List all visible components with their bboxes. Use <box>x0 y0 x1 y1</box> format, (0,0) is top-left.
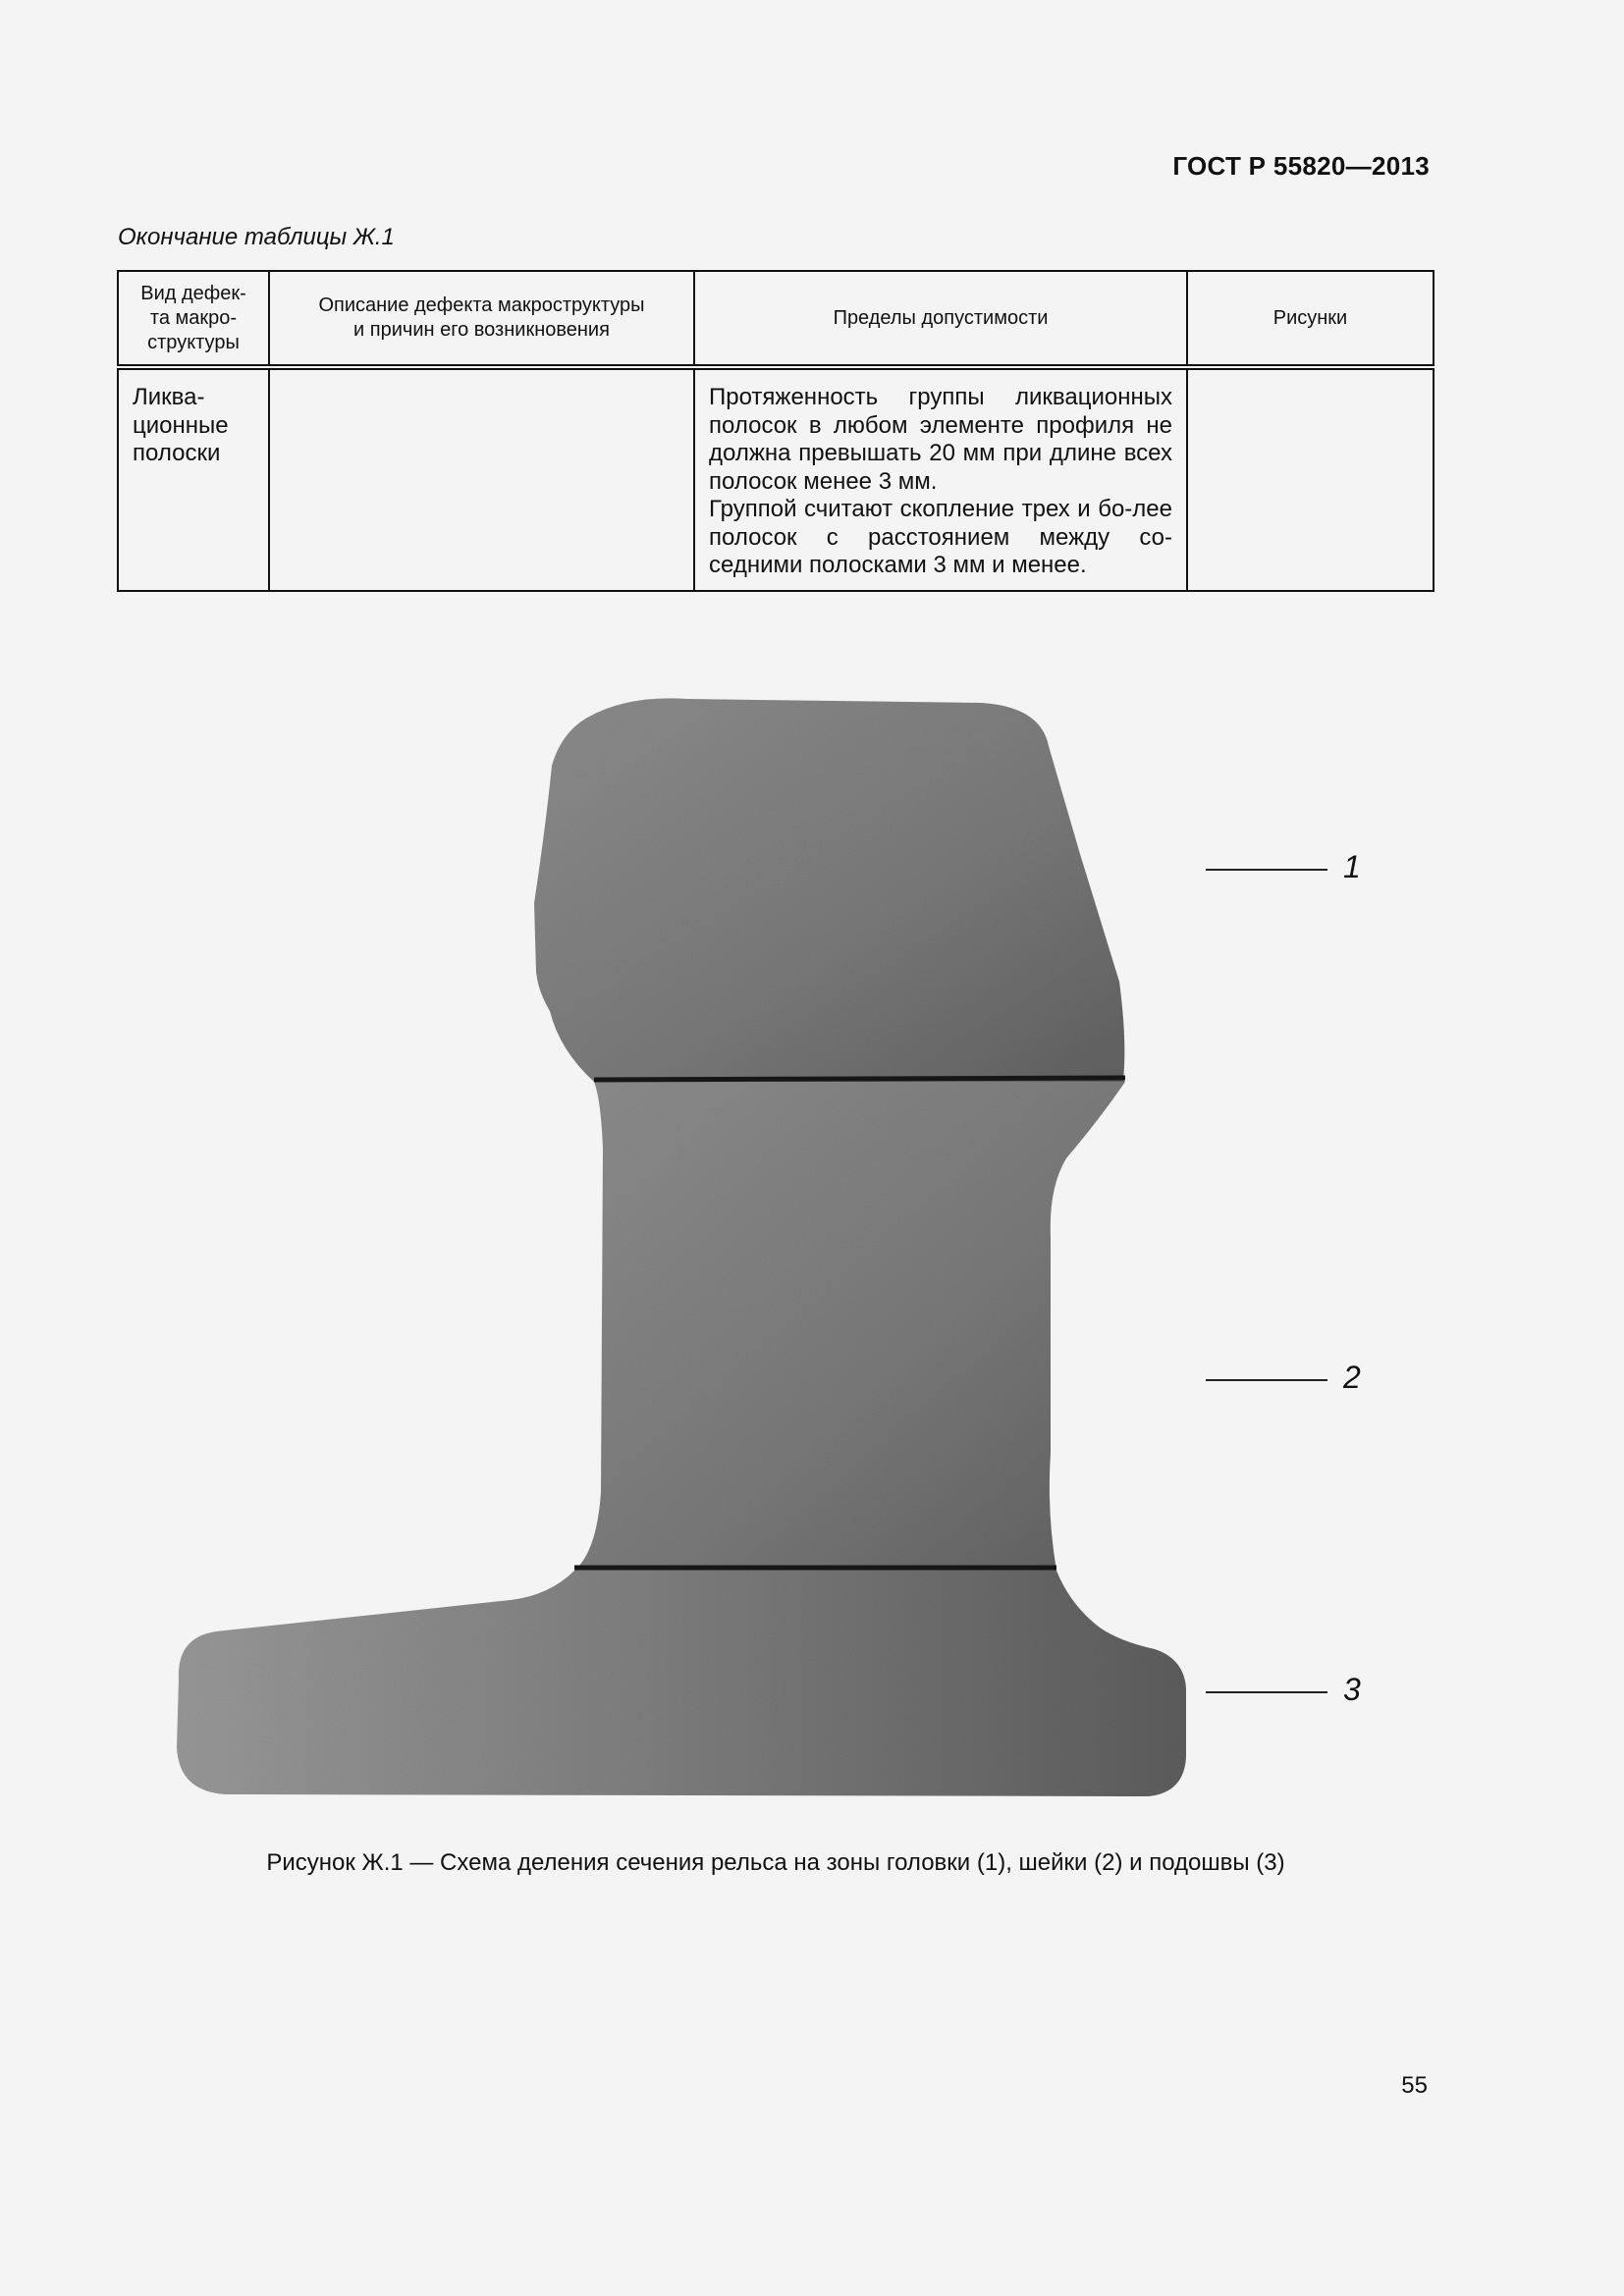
rail-head-shape <box>534 698 1125 1082</box>
limits-paragraph-1: Протяженность группы ликвационных полосок в любом элементе профиля не должна превышать 20 мм при длине всех полосок менее 3 мм. <box>709 384 1172 495</box>
callout-line-head <box>1206 869 1327 871</box>
table-caption: Окончание таблицы Ж.1 <box>118 224 395 250</box>
zone-divider-head-web <box>594 1078 1125 1080</box>
callout-number-web: 2 <box>1343 1360 1361 1395</box>
callout-number-foot: 3 <box>1343 1672 1361 1707</box>
table-header-row <box>118 271 1434 367</box>
defect-table <box>117 270 1435 592</box>
column-header-limits: Пределы допустимости <box>694 271 1187 367</box>
callout-line-foot <box>1206 1691 1327 1693</box>
page-number: 55 <box>1401 2072 1428 2099</box>
limits-paragraph-2: Группой считают скопление трех и бо-лее полосок с расстоянием между со-седними полосками 3 мм и менее. <box>709 496 1172 578</box>
callout-line-web <box>1206 1379 1327 1381</box>
cell-description <box>269 367 694 591</box>
callout-number-head: 1 <box>1343 849 1361 884</box>
figure-caption: Рисунок Ж.1 — Схема деления сечения рельса на зоны головки (1), шейки (2) и подошвы (3) <box>266 1849 1285 1876</box>
table-row <box>118 367 1434 591</box>
rail-web-shape <box>574 1082 1125 1571</box>
cell-defect-type: Ликва- ционные полоски <box>118 367 269 591</box>
rail-section-figure <box>0 687 1624 1826</box>
document-code: ГОСТ Р 55820—2013 <box>1172 151 1430 181</box>
rail-cross-section-image <box>0 687 1624 1826</box>
column-header-figures: Рисунки <box>1187 271 1434 367</box>
rail-foot-shape <box>177 1571 1186 1796</box>
column-header-defect-type: Вид дефек- та макро- структуры <box>118 271 269 367</box>
cell-figures <box>1187 367 1434 591</box>
cell-limits <box>694 367 1187 591</box>
column-header-description: Описание дефекта макроструктуры и причин его возникновения <box>269 271 694 367</box>
